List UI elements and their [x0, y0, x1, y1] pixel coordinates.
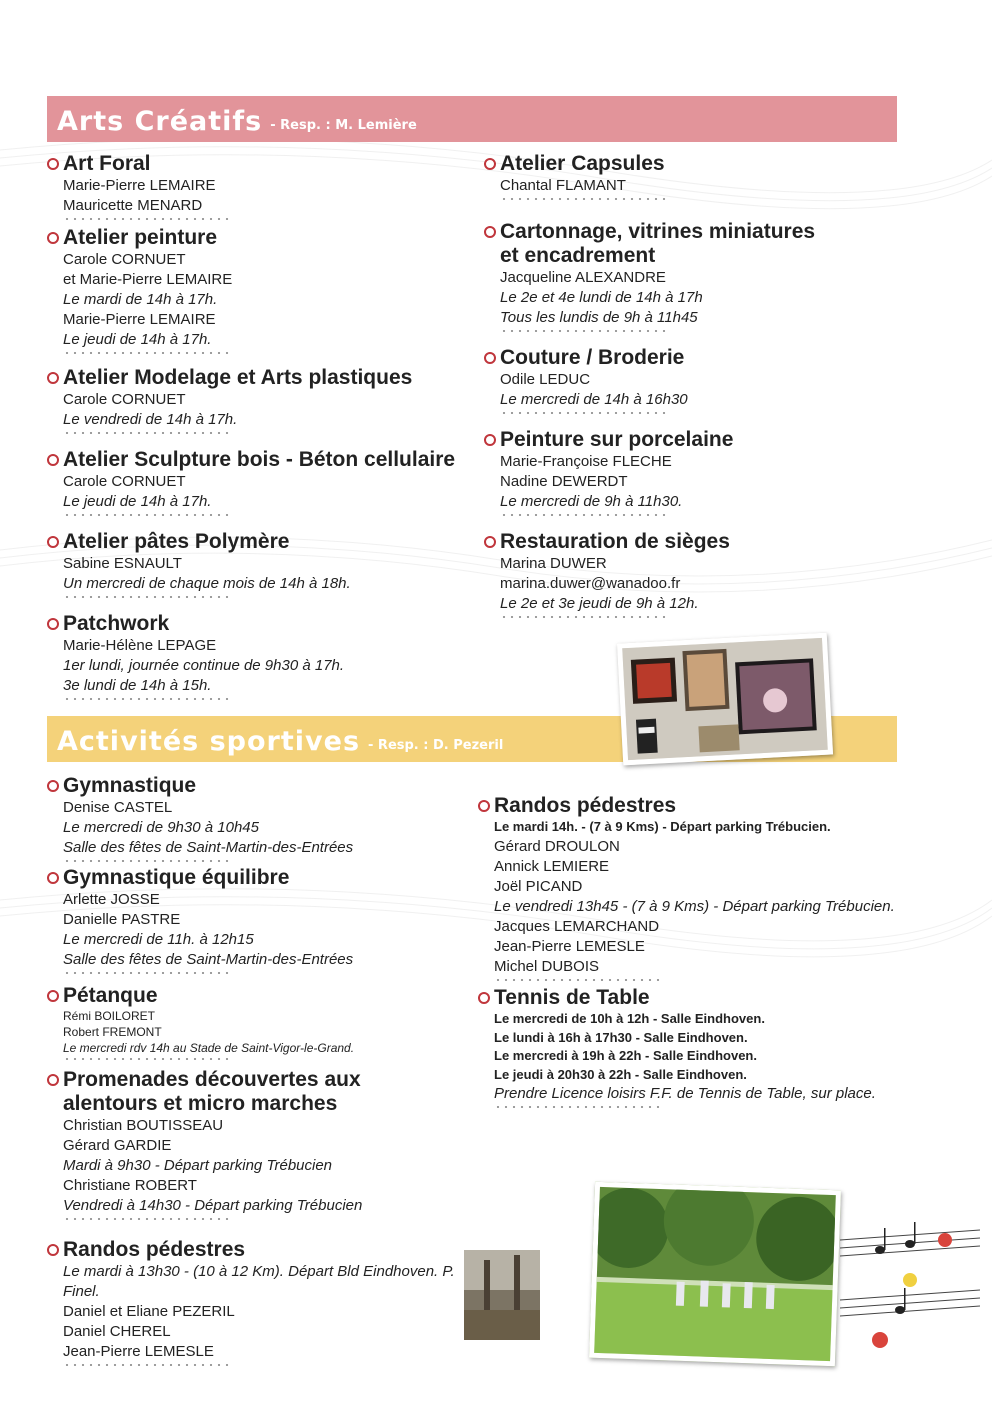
- section-line: Jean-Pierre LEMESLE: [63, 1343, 214, 1360]
- arts-creatifs-title: Arts Créatifs: [57, 106, 263, 137]
- activites-sportives-resp: - Resp. : D. Pezeril: [368, 738, 504, 753]
- section-title: [47, 152, 467, 176]
- left-sports-section-4: [47, 1238, 477, 1366]
- section-line: Rémi BOILORET: [63, 1009, 156, 1023]
- section-line: Daniel et Eliane PEZERIL: [63, 1303, 235, 1320]
- section-title: [484, 220, 830, 268]
- right-arts-section-3: [484, 428, 884, 516]
- section-title-text: Gymnastique: [63, 774, 197, 797]
- section-line: 1er lundi, journée continue de 9h30 à 17h.: [63, 657, 345, 674]
- section-title-text: Randos pédestres: [63, 1238, 246, 1261]
- left-arts-section-1: [47, 226, 467, 354]
- bullet-icon: [47, 1244, 59, 1256]
- bullet-icon: [47, 990, 59, 1002]
- section-line: Le mardi 14h. - (7 à 9 Kms) - Départ parking Trébucien.: [494, 819, 831, 834]
- section-line: Arlette JOSSE: [63, 891, 160, 908]
- section-line: Salle des fêtes de Saint-Martin-des-Entrées: [63, 951, 354, 968]
- section-line: Denise CASTEL: [63, 799, 173, 816]
- left-sports-section-2: [47, 984, 477, 1060]
- section-line[interactable]: marina.duwer@wanadoo.fr: [500, 575, 681, 592]
- section-line: Le vendredi 13h45 - (7 à 9 Kms) - Départ parking Trébucien.: [494, 897, 895, 915]
- dotted-separator: [500, 330, 670, 332]
- right-arts-section-0: [484, 152, 884, 200]
- section-line: Le 2e et 3e jeudi de 9h à 12h.: [500, 595, 699, 612]
- section-title-text: Pétanque: [63, 984, 158, 1007]
- section-title: [47, 774, 477, 798]
- section-line: Un mercredi de chaque mois de 14h à 18h.: [63, 575, 351, 592]
- section-title-text: Atelier peinture: [63, 226, 218, 249]
- bullet-icon: [47, 158, 59, 170]
- section-title-text: Patchwork: [63, 612, 170, 635]
- section-title: [47, 366, 467, 390]
- bullet-icon: [478, 800, 490, 812]
- section-line: Nadine DEWERDT: [500, 473, 628, 490]
- dotted-separator: [63, 860, 233, 862]
- section-line: Carole CORNUET: [63, 473, 186, 490]
- section-title-text: Randos pédestres: [494, 794, 677, 817]
- section-line: Danielle PASTRE: [63, 911, 181, 928]
- section-line: Marie-Pierre LEMAIRE: [63, 311, 216, 328]
- hiking-photo: [464, 1250, 540, 1340]
- dotted-separator: [500, 514, 670, 516]
- section-line: Mardi à 9h30 - Départ parking Trébucien: [63, 1157, 333, 1174]
- left-arts-section-0: [47, 152, 467, 220]
- section-title-text: Atelier pâtes Polymère: [63, 530, 290, 553]
- bullet-icon: [484, 352, 496, 364]
- right-sports-section-1: [478, 986, 898, 1108]
- dotted-separator: [63, 698, 233, 700]
- section-title-text: Atelier Sculpture bois - Béton cellulaire: [63, 448, 456, 471]
- section-line: Marie-Françoise FLECHE: [500, 453, 672, 470]
- section-line: Prendre Licence loisirs F.F. de Tennis de Table, sur place.: [494, 1085, 876, 1102]
- section-line: Le jeudi de 14h à 17h.: [63, 493, 212, 510]
- music-notes-decoration: [840, 1210, 980, 1370]
- dotted-separator: [500, 412, 670, 414]
- section-line: Chantal FLAMANT: [500, 177, 626, 194]
- section-line: Sabine ESNAULT: [63, 555, 182, 572]
- bullet-icon: [47, 536, 59, 548]
- section-line: Annick LEMIERE: [494, 857, 610, 875]
- section-line: Le mercredi rdv 14h au Stade de Saint-Vigor-le-Grand.: [63, 1041, 355, 1055]
- section-title-text: Restauration de sièges: [500, 530, 730, 553]
- bullet-icon: [47, 454, 59, 466]
- section-line: Le jeudi de 14h à 17h.: [63, 331, 212, 348]
- bullet-icon: [484, 158, 496, 170]
- section-title-text: Art Foral: [63, 152, 151, 175]
- left-sports-section-3: [47, 1068, 477, 1220]
- dotted-separator: [63, 514, 233, 516]
- section-line: Le mercredi de 14h à 16h30: [500, 391, 688, 408]
- left-arts-section-2: [47, 366, 467, 434]
- section-line: Le mardi de 14h à 17h.: [63, 291, 218, 308]
- right-arts-section-2: [484, 346, 884, 414]
- arts-creatifs-resp: - Resp. : M. Lemière: [270, 118, 417, 133]
- section-line: Daniel CHEREL: [63, 1323, 171, 1340]
- section-title: [47, 530, 467, 554]
- park-activity-photo: [589, 1182, 841, 1366]
- section-title-text: Couture / Broderie: [500, 346, 685, 369]
- section-line: Michel DUBOIS: [494, 957, 600, 975]
- bullet-icon: [47, 618, 59, 630]
- section-title-text: Atelier Capsules: [500, 152, 665, 175]
- left-sports-section-1: [47, 866, 477, 974]
- arts-creatifs-banner: [47, 96, 897, 142]
- section-title: [47, 448, 467, 472]
- section-line: Robert FREMONT: [63, 1025, 162, 1039]
- artwork-exhibit-photo: [617, 633, 833, 766]
- bullet-icon: [47, 780, 59, 792]
- section-line: Le lundi à 16h à 17h30 - Salle Eindhoven.: [494, 1029, 748, 1045]
- bullet-icon: [47, 1074, 59, 1086]
- bullet-icon: [484, 536, 496, 548]
- section-title-text: Atelier Modelage et Arts plastiques: [63, 366, 413, 389]
- right-sports-section-0: [478, 794, 898, 981]
- section-line: Gérard GARDIE: [63, 1137, 172, 1154]
- section-line: Le mercredi de 9h30 à 10h45: [63, 819, 259, 836]
- section-line: Carole CORNUET: [63, 391, 186, 408]
- section-title-text: Tennis de Table: [494, 986, 650, 1009]
- section-title: [484, 152, 884, 176]
- activites-sportives-title: Activités sportives: [57, 726, 361, 757]
- right-arts-section-1: [484, 220, 884, 332]
- section-line: Marie-Hélène LEPAGE: [63, 637, 217, 654]
- section-line: Le mardi à 13h30 - (10 à 12 Km). Départ Bld Eindhoven. P. Finel.: [63, 1263, 455, 1300]
- dotted-separator: [500, 616, 670, 618]
- dotted-separator: [500, 198, 670, 200]
- bullet-icon: [484, 434, 496, 446]
- section-title-text: Gymnastique équilibre: [63, 866, 290, 889]
- section-line: et Marie-Pierre LEMAIRE: [63, 271, 233, 288]
- bullet-icon: [484, 226, 496, 238]
- section-title-text: Cartonnage, vitrines miniatures et encadrement: [500, 220, 816, 267]
- section-title: [47, 226, 467, 250]
- section-line: Le mercredi de 9h à 11h30.: [500, 493, 683, 510]
- section-line: Salle des fêtes de Saint-Martin-des-Entrées: [63, 839, 354, 856]
- right-arts-section-4: [484, 530, 884, 618]
- bullet-icon: [478, 992, 490, 1004]
- dotted-separator: [63, 352, 233, 354]
- dotted-separator: [63, 218, 233, 220]
- bullet-icon: [47, 372, 59, 384]
- section-line: Tous les lundis de 9h à 11h45: [500, 309, 698, 326]
- section-line: Jean-Pierre LEMESLE: [494, 937, 645, 955]
- section-title: [478, 794, 898, 818]
- dotted-separator: [494, 979, 664, 981]
- section-line: Christiane ROBERT: [63, 1177, 197, 1194]
- section-line: 3e lundi de 14h à 15h.: [63, 677, 212, 694]
- section-title: [47, 984, 477, 1008]
- section-title: [484, 428, 884, 452]
- section-line: Mauricette MENARD: [63, 197, 203, 214]
- section-line: Le mercredi de 11h. à 12h15: [63, 931, 254, 948]
- section-line: Jacques LEMARCHAND: [494, 917, 660, 935]
- dotted-separator: [63, 596, 233, 598]
- dotted-separator: [63, 1218, 233, 1220]
- section-line: Christian BOUTISSEAU: [63, 1117, 224, 1134]
- dotted-separator: [494, 1106, 664, 1108]
- bullet-icon: [47, 872, 59, 884]
- dotted-separator: [63, 1364, 233, 1366]
- dotted-separator: [63, 432, 233, 434]
- section-title: [484, 346, 884, 370]
- section-line: Le mercredi à 19h à 22h - Salle Eindhoven.: [494, 1048, 757, 1063]
- section-title-text: Promenades découvertes aux alentours et micro marches: [63, 1068, 361, 1115]
- left-arts-section-3: [47, 448, 467, 516]
- section-title: [47, 866, 477, 890]
- section-line: Marie-Pierre LEMAIRE: [63, 177, 216, 194]
- section-line: Jacqueline ALEXANDRE: [500, 269, 666, 286]
- section-line: Le vendredi de 14h à 17h.: [63, 411, 238, 428]
- section-title: [47, 612, 467, 636]
- section-title-text: Peinture sur porcelaine: [500, 428, 734, 451]
- section-line: Le 2e et 4e lundi de 14h à 17h: [500, 289, 703, 306]
- section-line: Carole CORNUET: [63, 251, 186, 268]
- left-arts-section-5: [47, 612, 467, 700]
- dotted-separator: [63, 972, 233, 974]
- section-title: [47, 1068, 383, 1116]
- section-line: Odile LEDUC: [500, 371, 591, 388]
- section-line: Le jeudi à 20h30 à 22h - Salle Eindhoven.: [494, 1066, 747, 1082]
- section-title: [478, 986, 898, 1010]
- hiking-image: [464, 1250, 540, 1340]
- left-sports-section-0: [47, 774, 477, 862]
- section-title: [47, 1238, 477, 1262]
- section-line: Le mercredi de 10h à 12h - Salle Eindhoven.: [494, 1011, 765, 1026]
- dotted-separator: [63, 1058, 233, 1060]
- section-title: [484, 530, 884, 554]
- artwork-exhibit-image: [622, 638, 828, 760]
- left-arts-section-4: [47, 530, 467, 598]
- section-line: Joël PICAND: [494, 877, 583, 895]
- bullet-icon: [47, 232, 59, 244]
- park-activity-image: [594, 1187, 836, 1361]
- section-line: Gérard DROULON: [494, 837, 620, 855]
- section-line: Marina DUWER: [500, 555, 607, 572]
- section-line: Vendredi à 14h30 - Départ parking Trébucien: [63, 1197, 363, 1214]
